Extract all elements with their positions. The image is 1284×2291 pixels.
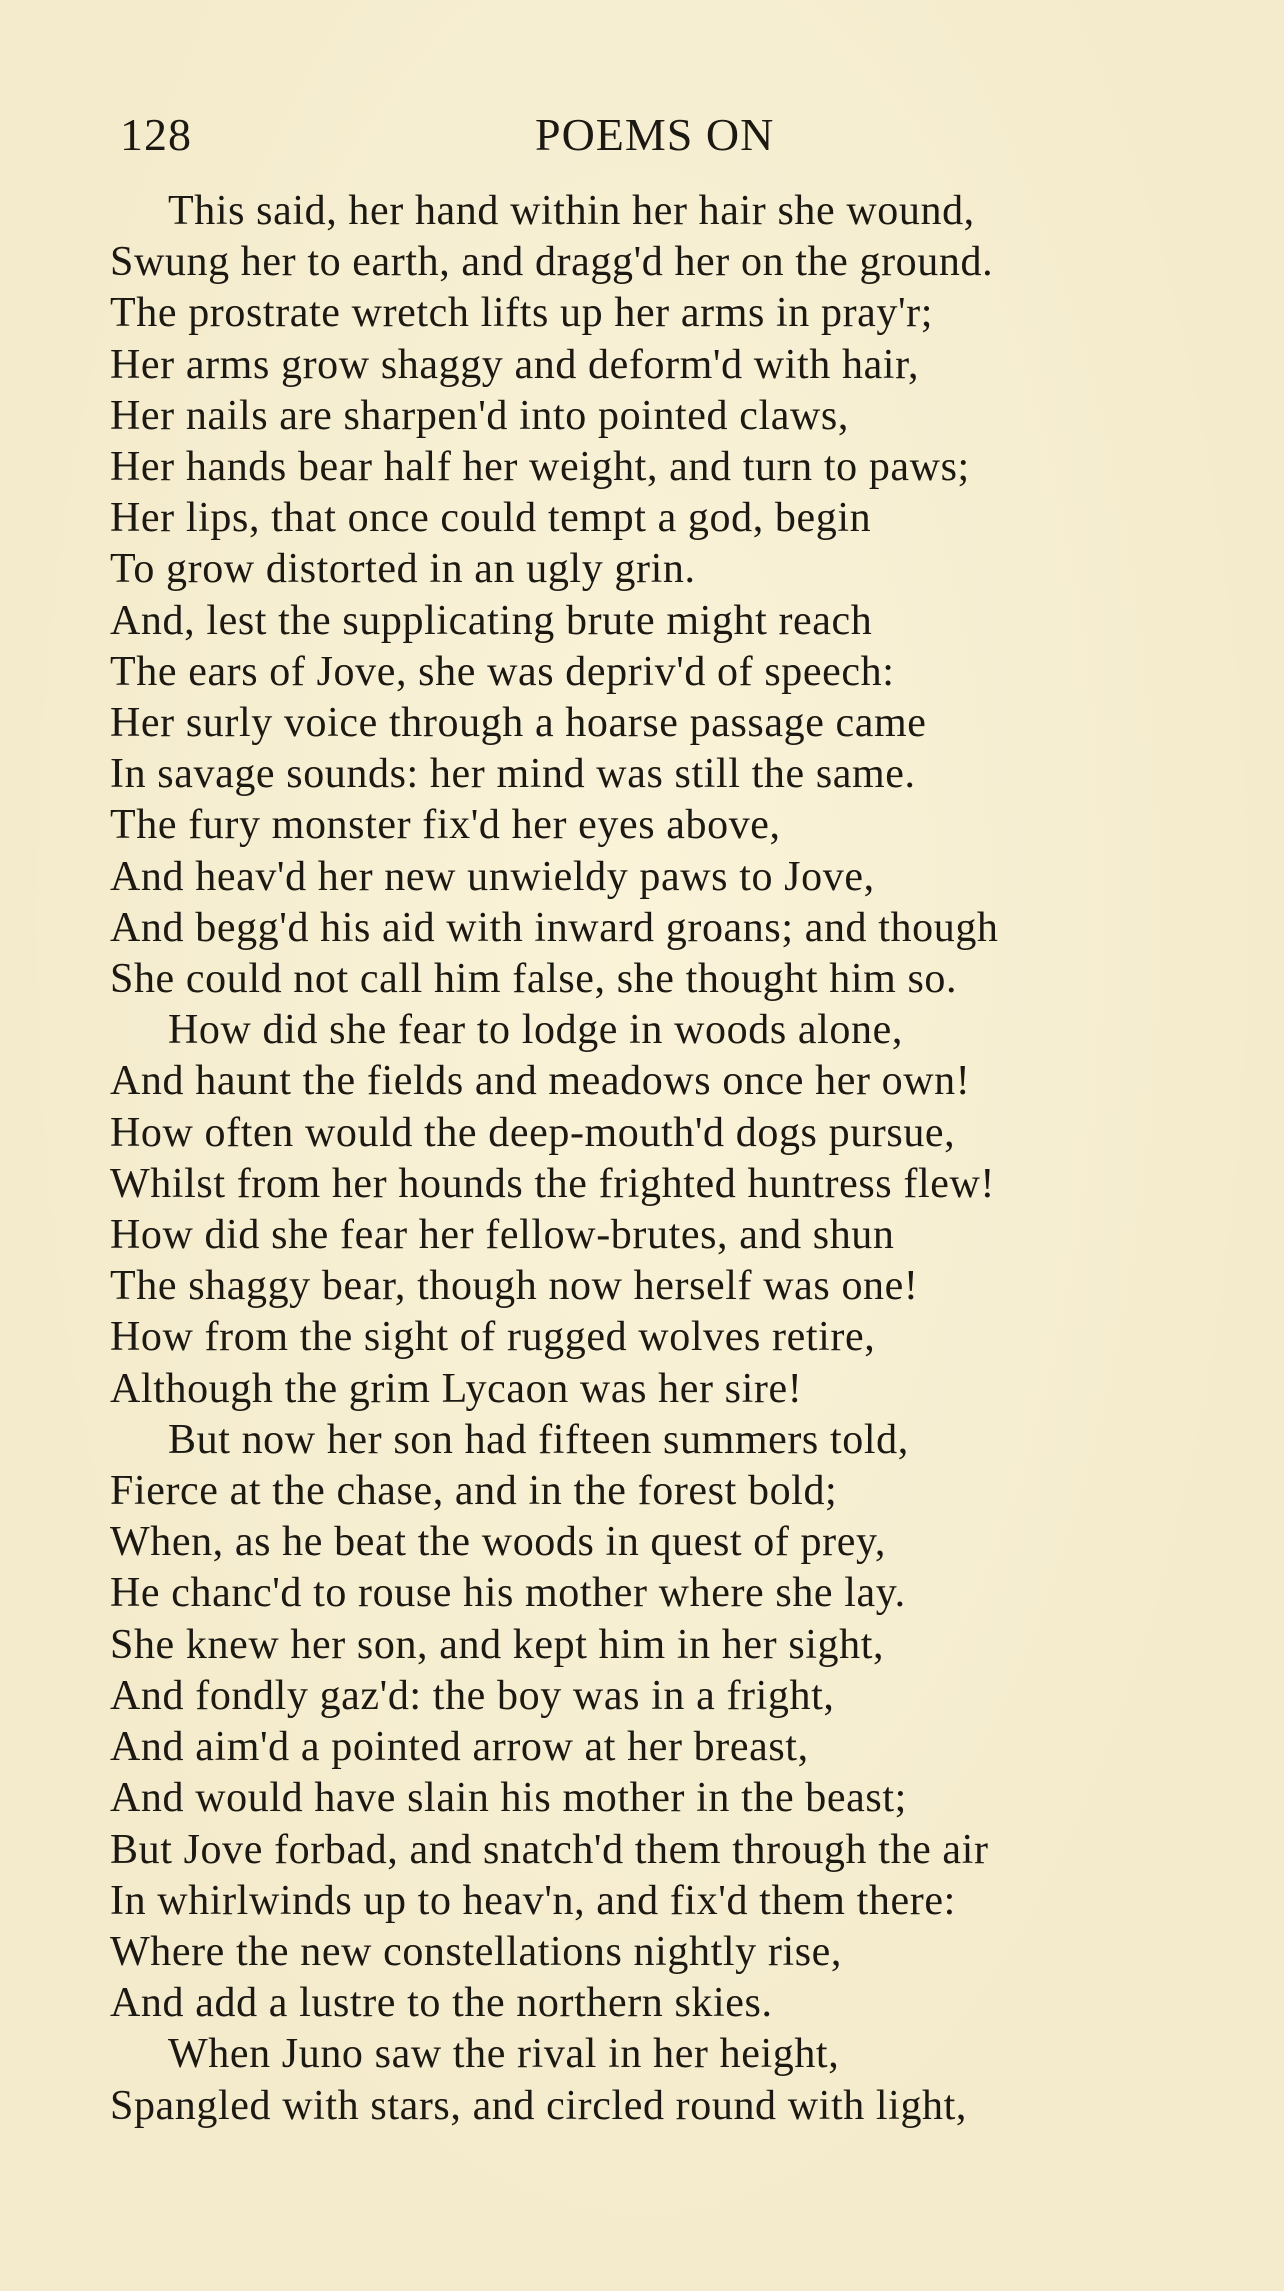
poem-line: Her surly voice through a hoarse passage came <box>110 700 927 747</box>
poem-line: This said, her hand within her hair she wound, <box>168 188 975 234</box>
poem-line: And heav'd her new unwieldy paws to Jove, <box>110 853 875 900</box>
poem-line: And would have slain his mother in the beast; <box>110 1775 907 1822</box>
poem-line: How often would the deep-mouth'd dogs pursue, <box>110 1109 956 1156</box>
poem-line: And, lest the supplicating brute might reach <box>110 597 873 644</box>
page-number: 128 <box>120 109 192 160</box>
poem-line: How did she fear her fellow-brutes, and shun <box>110 1212 895 1259</box>
poem-line: Swung her to earth, and dragg'd her on the ground. <box>110 239 994 286</box>
page-header <box>120 108 1160 168</box>
poem-line: Her hands bear half her weight, and turn to paws; <box>110 444 970 491</box>
poem-line: The ears of Jove, she was depriv'd of speech: <box>110 648 895 695</box>
poem-line: To grow distorted in an ugly grin. <box>110 546 696 593</box>
poem-line: And fondly gaz'd: the boy was in a fright, <box>110 1672 835 1719</box>
poem-line: He chanc'd to rouse his mother where she lay. <box>110 1570 906 1617</box>
poem-line: When, as he beat the woods in quest of prey, <box>110 1519 886 1566</box>
poem-line: How did she fear to lodge in woods alone, <box>168 1007 903 1054</box>
poem-line: And haunt the fields and meadows once her own! <box>110 1058 971 1105</box>
poem-line: When Juno saw the rival in her height, <box>168 2031 840 2078</box>
poem-line: And add a lustre to the northern skies. <box>110 1980 773 2027</box>
poem-line: Her nails are sharpen'd into pointed claws, <box>110 392 849 439</box>
poem-line: In whirlwinds up to heav'n, and fix'd them there: <box>110 1877 956 1924</box>
poem-line: And aim'd a pointed arrow at her breast, <box>110 1724 809 1771</box>
poem-line: Fierce at the chase, and in the forest bold; <box>110 1468 838 1515</box>
poem-line: She could not call him false, she thought him so. <box>110 956 958 1003</box>
poem-line: She knew her son, and kept him in her sight, <box>110 1621 885 1668</box>
poem-line: Spangled with stars, and circled round with light, <box>110 2082 968 2129</box>
poem-line: How from the sight of rugged wolves retire, <box>110 1314 876 1361</box>
poem-line: In savage sounds: her mind was still the same. <box>110 751 916 798</box>
poem-line: The fury monster fix'd her eyes above, <box>110 802 781 849</box>
poem-line: The shaggy bear, though now herself was one! <box>110 1263 919 1310</box>
poem-line: The prostrate wretch lifts up her arms in pray'r; <box>110 290 934 337</box>
poem-line: Although the grim Lycaon was her sire! <box>110 1365 803 1412</box>
poem-line: But now her son had fifteen summers told, <box>168 1416 909 1463</box>
poem-line: Her arms grow shaggy and deform'd with hair, <box>110 341 920 388</box>
poem-line: Her lips, that once could tempt a god, begin <box>110 495 872 542</box>
running-head: POEMS ON <box>535 109 775 160</box>
poem-line: Whilst from her hounds the frighted huntress flew! <box>110 1160 995 1207</box>
poem-line: Where the new constellations nightly rise, <box>110 1928 843 1975</box>
poem-line: But Jove forbad, and snatch'd them through the air <box>110 1826 989 1873</box>
poem-line: And begg'd his aid with inward groans; and though <box>110 904 999 951</box>
poem-text <box>110 186 1230 2132</box>
